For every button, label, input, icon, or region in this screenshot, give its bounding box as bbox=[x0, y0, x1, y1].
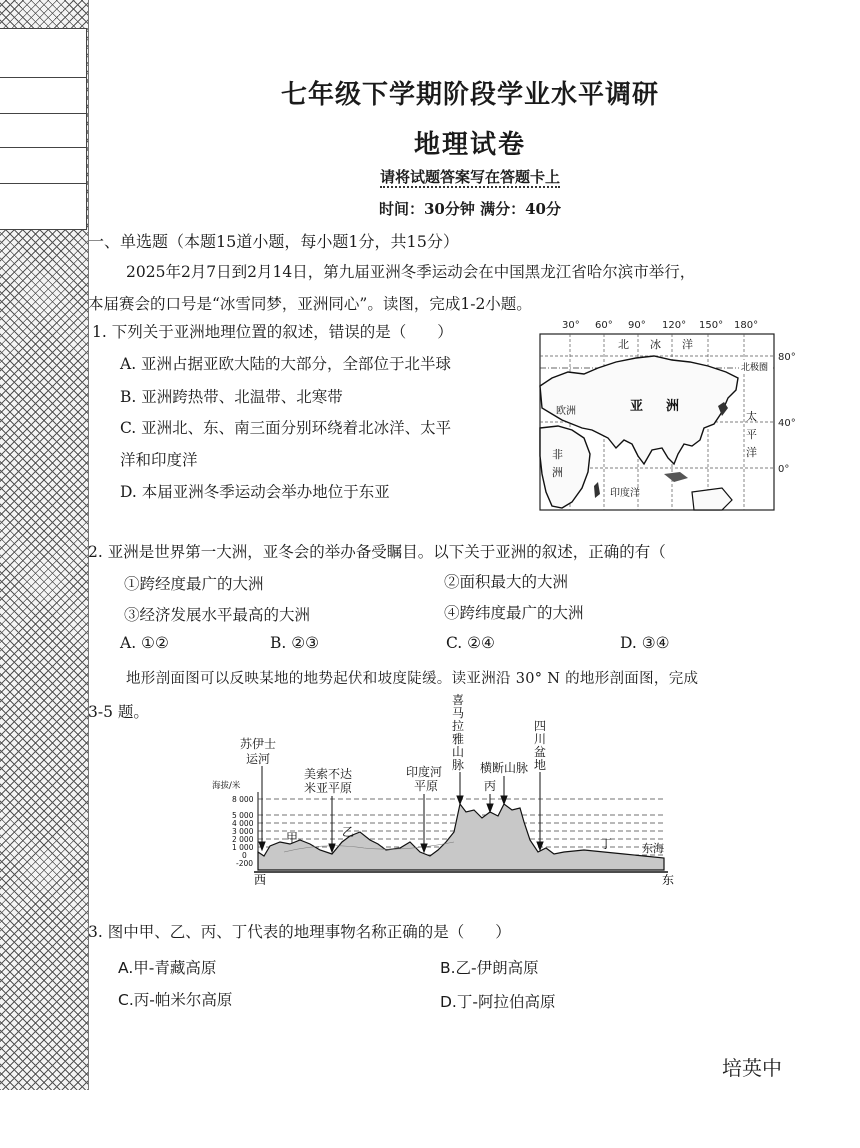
lat-label: 0° bbox=[778, 464, 790, 475]
suez-label-2: 运河 bbox=[246, 752, 271, 766]
q1-option-b[interactable]: B. 亚洲跨热带、北温带、北寒带 bbox=[120, 388, 343, 406]
q2-option-b[interactable]: B. ②③ bbox=[270, 634, 320, 652]
q2-item-2: ②面积最大的大洲 bbox=[444, 573, 569, 591]
q3-option-c[interactable]: C.丙-帕米尔高原 bbox=[118, 991, 233, 1009]
q3-option-d[interactable]: D.丁-阿拉伯高原 bbox=[440, 993, 556, 1011]
himalaya-label: 拉 bbox=[452, 719, 465, 733]
himalaya-label: 马 bbox=[452, 706, 465, 720]
q1-option-d[interactable]: D. 本届亚洲冬季运动会举办地位于东亚 bbox=[120, 483, 390, 501]
himalaya-label: 喜 bbox=[452, 693, 465, 707]
q1-option-a[interactable]: A. 亚洲占据亚欧大陆的大部分，全部位于北半球 bbox=[120, 355, 452, 373]
ding-label: 丁 bbox=[600, 837, 613, 851]
q3-option-a[interactable]: A.甲-青藏高原 bbox=[118, 959, 217, 977]
lon-label: 30° bbox=[562, 320, 580, 331]
binding-margin bbox=[0, 0, 89, 1090]
pacific-label-3: 洋 bbox=[746, 446, 757, 459]
q2-item-1: ①跨经度最广的大洲 bbox=[124, 575, 264, 593]
y-tick: 1 000 bbox=[232, 843, 254, 852]
q2-item-4: ④跨纬度最广的大洲 bbox=[444, 604, 584, 622]
yi-label: 乙 bbox=[342, 825, 355, 839]
y-tick: 2 000 bbox=[232, 835, 254, 844]
q1-stem: 1. 下列关于亚洲地理位置的叙述，错误的是（ ） bbox=[92, 323, 453, 341]
indus-label-1: 印度河 bbox=[406, 765, 443, 779]
arctic-ocean-label-1: 北 bbox=[618, 338, 629, 351]
africa-label-1: 非 bbox=[552, 448, 563, 461]
y-tick: -200 bbox=[236, 859, 254, 868]
pacific-label-2: 平 bbox=[746, 428, 757, 441]
pacific-label-1: 太 bbox=[746, 410, 757, 423]
africa-label-2: 洲 bbox=[552, 466, 563, 479]
indian-ocean-label: 印度洋 bbox=[610, 488, 640, 499]
asia-label-1: 亚 bbox=[630, 399, 644, 414]
y-tick: 0 bbox=[242, 851, 247, 860]
west-label: 西 bbox=[254, 873, 267, 887]
east-label: 东 bbox=[662, 873, 675, 887]
school-name: 培英中 bbox=[722, 1056, 782, 1080]
y-tick: 4 000 bbox=[232, 819, 254, 828]
meso-label-1: 美索不达 bbox=[304, 767, 353, 781]
section-heading: 一、单选题（本题15道小题，每小题1分，共15分） bbox=[88, 232, 459, 251]
q3-stem: 3. 图中甲、乙、丙、丁代表的地理事物名称正确的是（ ） bbox=[88, 923, 511, 941]
lon-label: 60° bbox=[595, 320, 613, 331]
q2-option-c[interactable]: C. ②④ bbox=[446, 634, 495, 652]
asia-map bbox=[532, 316, 802, 516]
sichuan-label: 地 bbox=[534, 758, 547, 772]
q1-option-c[interactable]: C. 亚洲北、东、南三面分别环绕着北冰洋、太平 bbox=[120, 419, 452, 437]
q2-stem: 2. 亚洲是世界第一大洲，亚冬会的举办备受瞩目。以下关于亚洲的叙述，正确的有（ bbox=[88, 543, 666, 561]
exam-subject: 地理试卷 bbox=[413, 130, 526, 160]
profile-intro-line-1: 地形剖面图可以反映某地的地势起伏和坡度陡缓。读亚洲沿 30° N 的地形剖面图，完成 bbox=[126, 671, 699, 687]
bing-label: 丙 bbox=[484, 779, 497, 793]
y-axis-label: 海拔/米 bbox=[212, 781, 241, 791]
y-tick: 8 000 bbox=[232, 795, 254, 804]
intro-line-1: 2025年2月7日到2月14日，第九届亚洲冬季运动会在中国黑龙江省哈尔滨市举行， bbox=[126, 263, 696, 281]
sichuan-label: 川 bbox=[534, 732, 547, 746]
east-sea-label: 东海 bbox=[642, 842, 664, 855]
terrain-profile bbox=[212, 692, 694, 888]
lon-label: 90° bbox=[628, 320, 646, 331]
indus-label-2: 平原 bbox=[414, 779, 439, 793]
arctic-circle-label: 北极圈 bbox=[741, 363, 769, 373]
sichuan-label: 盆 bbox=[534, 745, 547, 759]
q2-option-a[interactable]: A. ①② bbox=[120, 634, 169, 652]
y-tick: 5 000 bbox=[232, 811, 254, 820]
himalaya-label: 山 bbox=[452, 745, 465, 759]
lat-label: 40° bbox=[778, 418, 796, 429]
asia-label-2: 洲 bbox=[666, 399, 680, 414]
binding-info-box bbox=[0, 28, 87, 230]
y-tick: 3 000 bbox=[232, 827, 254, 836]
arctic-ocean-label-2: 冰 bbox=[650, 338, 661, 351]
sichuan-label: 四 bbox=[534, 719, 547, 733]
lon-label: 150° bbox=[699, 320, 724, 331]
exam-title: 七年级下学期阶段学业水平调研 bbox=[280, 80, 659, 110]
himalaya-label: 脉 bbox=[452, 758, 465, 772]
intro-line-2: 本届赛会的口号是“冰雪同梦，亚洲同心”。读图，完成1-2小题。 bbox=[88, 295, 532, 313]
lon-label: 120° bbox=[662, 320, 687, 331]
q2-option-d[interactable]: D. ③④ bbox=[620, 634, 670, 652]
lon-label: 180° bbox=[734, 320, 759, 331]
q2-item-3: ③经济发展水平最高的大洲 bbox=[124, 606, 311, 624]
himalaya-label: 雅 bbox=[452, 732, 465, 746]
europe-label: 欧洲 bbox=[556, 406, 576, 417]
meso-label-2: 米亚平原 bbox=[304, 781, 353, 795]
q3-option-b[interactable]: B.乙-伊朗高原 bbox=[440, 959, 539, 977]
time-score: 时间：30分钟 满分：40分 bbox=[379, 200, 561, 218]
jia-label: 甲 bbox=[286, 831, 299, 845]
hengduan-label: 横断山脉 bbox=[480, 761, 529, 775]
answer-note: 请将试题答案写在答题卡上 bbox=[379, 168, 560, 186]
suez-label-1: 苏伊士 bbox=[240, 737, 277, 751]
profile-intro-line-2: 3-5 题。 bbox=[88, 703, 149, 721]
lat-label: 80° bbox=[778, 352, 796, 363]
arctic-ocean-label-3: 洋 bbox=[682, 338, 693, 351]
q1-option-c-cont: 洋和印度洋 bbox=[120, 451, 198, 469]
